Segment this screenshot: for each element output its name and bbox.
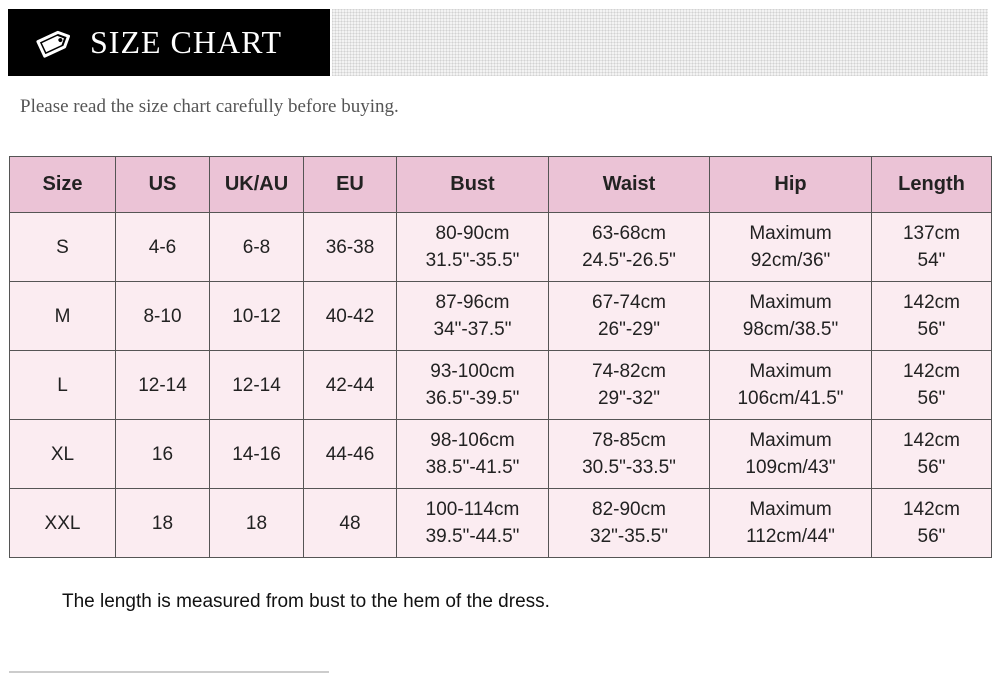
table-row <box>10 351 992 420</box>
uk-au-cell: 6-8 <box>210 213 304 282</box>
hip-cell <box>710 282 872 351</box>
bust-cm: 98-106cm <box>430 430 515 451</box>
bust-cell <box>397 420 549 489</box>
column-header-hip: Hip <box>710 157 872 213</box>
hip-value: 112cm/44" <box>746 526 835 547</box>
hip-label: Maximum <box>749 361 832 382</box>
waist-in: 30.5"-33.5" <box>582 457 676 478</box>
table-row <box>10 489 992 558</box>
length-in: 56" <box>917 319 946 340</box>
instruction-text: Please read the size chart carefully before buying. <box>20 96 399 117</box>
bust-in: 31.5"-35.5" <box>425 250 520 271</box>
length-cell <box>872 351 992 420</box>
waist-in: 24.5"-26.5" <box>582 250 676 271</box>
size-cell: XXL <box>10 489 116 558</box>
length-cm: 142cm <box>902 430 961 451</box>
uk-au-cell: 10-12 <box>210 282 304 351</box>
length-cell <box>872 213 992 282</box>
hip-value: 106cm/41.5" <box>737 388 844 409</box>
length-cm: 142cm <box>902 361 961 382</box>
table-row <box>10 420 992 489</box>
us-cell: 12-14 <box>116 351 210 420</box>
eu-cell: 36-38 <box>304 213 397 282</box>
bust-cell <box>397 282 549 351</box>
column-header-uk-au: UK/AU <box>210 157 304 213</box>
bust-cell <box>397 489 549 558</box>
waist-in: 32"-35.5" <box>590 526 668 547</box>
eu-cell: 42-44 <box>304 351 397 420</box>
hip-label: Maximum <box>749 430 832 451</box>
hip-cell <box>710 351 872 420</box>
waist-cell <box>549 420 710 489</box>
us-cell: 4-6 <box>116 213 210 282</box>
size-chart-table <box>9 156 992 558</box>
bust-cm: 80-90cm <box>435 223 510 244</box>
size-cell: L <box>10 351 116 420</box>
header-pattern <box>332 9 988 76</box>
length-cell <box>872 420 992 489</box>
tag-icon <box>34 23 74 63</box>
bust-cell <box>397 213 549 282</box>
column-header-eu: EU <box>304 157 397 213</box>
waist-cm: 67-74cm <box>592 292 666 313</box>
hip-value: 98cm/38.5" <box>742 319 839 340</box>
eu-cell: 44-46 <box>304 420 397 489</box>
size-cell: M <box>10 282 116 351</box>
size-cell: XL <box>10 420 116 489</box>
hip-value: 92cm/36" <box>750 250 831 271</box>
bust-in: 39.5"-44.5" <box>425 526 520 547</box>
bust-in: 34"-37.5" <box>433 319 512 340</box>
bust-in: 38.5"-41.5" <box>425 457 520 478</box>
length-in: 54" <box>917 250 946 271</box>
waist-cell <box>549 282 710 351</box>
waist-cm: 63-68cm <box>592 223 666 244</box>
column-header-waist: Waist <box>549 157 710 213</box>
table-header-row <box>10 157 992 213</box>
waist-cell <box>549 489 710 558</box>
waist-in: 29"-32" <box>597 388 661 409</box>
waist-cell <box>549 213 710 282</box>
hip-label: Maximum <box>749 292 832 313</box>
size-cell: S <box>10 213 116 282</box>
hip-cell <box>710 489 872 558</box>
bust-cell <box>397 351 549 420</box>
table-row <box>10 282 992 351</box>
length-in: 56" <box>917 388 946 409</box>
uk-au-cell: 12-14 <box>210 351 304 420</box>
bust-cm: 100-114cm <box>425 499 520 520</box>
column-header-bust: Bust <box>397 157 549 213</box>
waist-cm: 78-85cm <box>592 430 666 451</box>
bust-cm: 87-96cm <box>435 292 510 313</box>
hip-label: Maximum <box>749 499 832 520</box>
length-cm: 142cm <box>902 292 961 313</box>
waist-in: 26"-29" <box>597 319 661 340</box>
hip-label: Maximum <box>749 223 832 244</box>
length-cm: 142cm <box>902 499 961 520</box>
us-cell: 16 <box>116 420 210 489</box>
length-cm: 137cm <box>902 223 961 244</box>
length-in: 56" <box>917 526 946 547</box>
length-note: The length is measured from bust to the hem of the dress. <box>62 591 550 612</box>
us-cell: 8-10 <box>116 282 210 351</box>
length-in: 56" <box>917 457 946 478</box>
waist-cell <box>549 351 710 420</box>
waist-cm: 82-90cm <box>592 499 666 520</box>
hip-value: 109cm/43" <box>745 457 836 478</box>
us-cell: 18 <box>116 489 210 558</box>
divider <box>9 671 329 673</box>
length-cell <box>872 282 992 351</box>
length-cell <box>872 489 992 558</box>
column-header-length: Length <box>872 157 992 213</box>
uk-au-cell: 18 <box>210 489 304 558</box>
uk-au-cell: 14-16 <box>210 420 304 489</box>
hip-cell <box>710 420 872 489</box>
bust-cm: 93-100cm <box>430 361 515 382</box>
hip-cell <box>710 213 872 282</box>
waist-cm: 74-82cm <box>592 361 666 382</box>
eu-cell: 48 <box>304 489 397 558</box>
table-row <box>10 213 992 282</box>
page-title: SIZE CHART <box>90 24 283 60</box>
bust-in: 36.5"-39.5" <box>425 388 520 409</box>
eu-cell: 40-42 <box>304 282 397 351</box>
column-header-us: US <box>116 157 210 213</box>
header-bar <box>8 9 330 76</box>
column-header-size: Size <box>10 157 116 213</box>
